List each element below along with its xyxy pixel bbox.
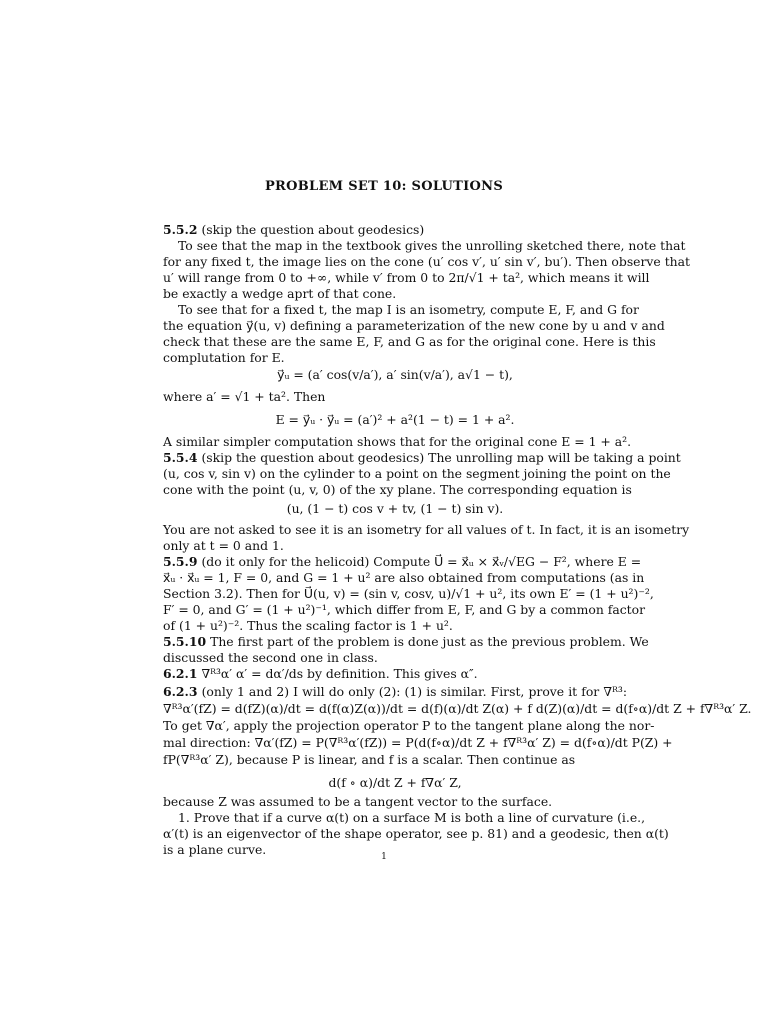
text-line bbox=[163, 538, 627, 554]
line-text: x⃗ᵤ · x⃗ᵤ = 1, F = 0, and G = 1 + u² are also obtained from computations (as in bbox=[163, 570, 645, 585]
text-line bbox=[163, 389, 627, 405]
text-line bbox=[163, 701, 752, 717]
line-text: F′ = 0, and G′ = (1 + u²)⁻¹, which differ from E, F, and G by a common factor bbox=[163, 602, 646, 617]
line-text: check that these are the same E, F, and G as for the original cone. Here is this bbox=[163, 334, 656, 349]
section-number: 5.5.4 bbox=[163, 450, 198, 465]
line-text: E = y⃗ᵤ · y⃗ᵤ = (a′)² + a²(1 − t) = 1 + a². bbox=[275, 412, 515, 427]
line-text: (skip the question about geodesics) bbox=[197, 222, 425, 237]
text-line bbox=[163, 286, 627, 302]
line-text: fP(∇ᴿ³α′ Z), because P is linear, and f is a scalar. Then continue as bbox=[163, 752, 576, 767]
text-line bbox=[163, 522, 690, 538]
line-text: cone with the point (u, v, 0) of the xy plane. The corresponding equation is bbox=[163, 482, 632, 497]
section-number: 5.5.10 bbox=[163, 634, 207, 649]
line-text: A similar simpler computation shows that for the original cone E = 1 + a². bbox=[163, 434, 632, 449]
text-line bbox=[163, 450, 681, 466]
line-text: (skip the question about geodesics) The unrolling map will be taking a point bbox=[197, 450, 681, 465]
text-line bbox=[163, 318, 665, 334]
line-text: (only 1 and 2) I will do only (2): (1) is similar. First, prove it for ∇ᴿ³: bbox=[197, 684, 627, 699]
text-line bbox=[163, 412, 627, 428]
text-line bbox=[163, 254, 691, 270]
section-number: 5.5.2 bbox=[163, 222, 198, 237]
text-line bbox=[163, 466, 671, 482]
line-text: is a plane curve. bbox=[163, 842, 267, 857]
text-line bbox=[178, 810, 646, 826]
line-text: for any fixed t, the image lies on the cone (u′ cos v′, u′ sin v′, bu′). Then observe that bbox=[163, 254, 691, 269]
text-line bbox=[163, 434, 632, 450]
line-text: (do it only for the helicoid) Compute U⃗ = x⃗ᵤ × x⃗ᵥ/√EG − F², where E = bbox=[197, 554, 642, 569]
text-line bbox=[163, 618, 627, 634]
text-line bbox=[163, 752, 627, 768]
line-text: where a′ = √1 + ta². Then bbox=[163, 389, 326, 404]
section-number: 6.2.1 bbox=[163, 666, 198, 681]
line-text: (u, cos v, sin v) on the cylinder to a point on the segment joining the point on the bbox=[163, 466, 671, 481]
text-line bbox=[163, 666, 627, 682]
text-line bbox=[163, 334, 656, 350]
text-line bbox=[163, 735, 673, 751]
line-text: (u, (1 − t) cos v + tv, (1 − t) sin v). bbox=[286, 501, 504, 516]
page-number: 1 bbox=[381, 852, 387, 862]
text-line bbox=[163, 602, 646, 618]
section-number: 5.5.9 bbox=[163, 554, 198, 569]
line-text: The first part of the problem is done just as the previous problem. We bbox=[206, 634, 649, 649]
line-text: complutation for E. bbox=[163, 350, 285, 365]
page-title: PROBLEM SET 10: SOLUTIONS bbox=[264, 179, 504, 194]
line-text: To see that for a fixed t, the map I is an isometry, compute E, F, and G for bbox=[178, 302, 639, 317]
text-line bbox=[163, 826, 669, 842]
text-line bbox=[163, 367, 627, 383]
line-text: Section 3.2). Then for U⃗(u, v) = (sin v, cosv, u)/√1 + u², its own E′ = (1 + u²)⁻², bbox=[163, 586, 654, 601]
text-line bbox=[163, 350, 627, 366]
line-text: mal direction: ∇α′(fZ) = P(∇ᴿ³α′(fZ)) = P(d(f∘α)/dt Z + f∇ᴿ³α′ Z) = d(f∘α)/dt P(Z) + bbox=[163, 735, 673, 750]
text-line bbox=[163, 270, 650, 286]
line-text: the equation y⃗(u, v) defining a parameterization of the new cone by u and v and bbox=[163, 318, 665, 333]
line-text: discussed the second one in class. bbox=[163, 650, 378, 665]
text-line bbox=[163, 634, 649, 650]
text-line bbox=[163, 794, 627, 810]
line-text: u′ will range from 0 to +∞, while v′ from 0 to 2π/√1 + ta², which means it will bbox=[163, 270, 650, 285]
text-line bbox=[178, 302, 639, 318]
text-line bbox=[163, 482, 632, 498]
line-text: because Z was assumed to be a tangent vector to the surface. bbox=[163, 794, 553, 809]
text-line bbox=[163, 570, 645, 586]
line-text: of (1 + u²)⁻². Thus the scaling factor is 1 + u². bbox=[163, 618, 453, 633]
text-line bbox=[178, 238, 686, 254]
text-line bbox=[163, 554, 642, 570]
text-line bbox=[163, 775, 627, 791]
line-text: d(f ∘ α)/dt Z + f∇α′ Z, bbox=[328, 775, 462, 790]
text-line bbox=[163, 501, 627, 517]
section-number: 6.2.3 bbox=[163, 684, 198, 699]
line-text: y⃗ᵤ = (a′ cos(v/a′), a′ sin(v/a′), a√1 − t), bbox=[277, 367, 513, 382]
line-text: ∇ᴿ³α′(fZ) = d(fZ)(α)/dt = d(f(α)Z(α))/dt = d(f)(α)/dt Z(α) + f d(Z)(α)/dt = d(f∘α)/dt Z + f∇ᴿ³α′ Z. bbox=[163, 701, 752, 716]
text-line bbox=[163, 684, 627, 700]
text-line bbox=[163, 222, 627, 238]
text-line bbox=[163, 586, 654, 602]
line-text: only at t = 0 and 1. bbox=[163, 538, 284, 553]
line-text: 1. Prove that if a curve α(t) on a surface M is both a line of curvature (i.e., bbox=[178, 810, 646, 825]
line-text: To see that the map in the textbook gives the unrolling sketched there, note that bbox=[178, 238, 686, 253]
line-text: To get ∇α′, apply the projection operator P to the tangent plane along the nor- bbox=[163, 718, 655, 733]
line-text: be exactly a wedge aprt of that cone. bbox=[163, 286, 397, 301]
text-line bbox=[163, 650, 627, 666]
line-text: ∇ᴿ³α′ α′ = dα′/ds by definition. This gives α″. bbox=[197, 666, 478, 681]
line-text: You are not asked to see it is an isometry for all values of t. In fact, it is an isometry bbox=[163, 522, 690, 537]
text-line bbox=[163, 718, 655, 734]
line-text: α′(t) is an eigenvector of the shape operator, see p. 81) and a geodesic, then α(t) bbox=[163, 826, 669, 841]
